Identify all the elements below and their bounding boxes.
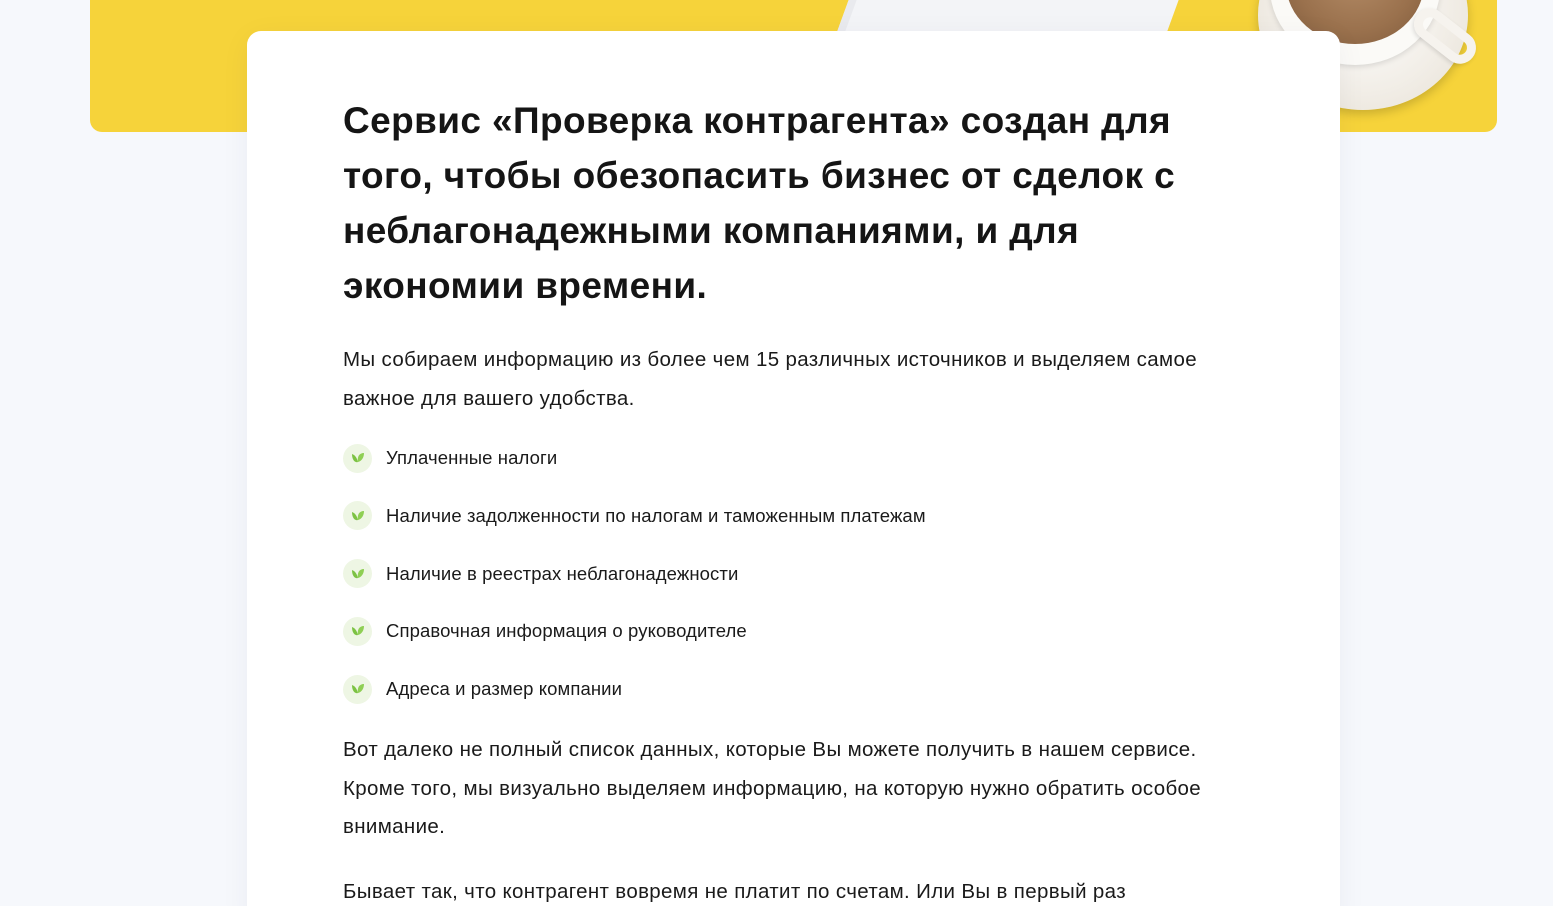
article-content	[343, 93, 1223, 906]
leaf-icon	[343, 617, 372, 646]
feature-item	[343, 500, 1223, 532]
feature-label: Уплаченные налоги	[386, 447, 558, 468]
intro-paragraph: Мы собираем информацию из более чем 15 различных источников и выделяем самое важное для вашего удобства.	[343, 348, 1197, 410]
feature-list	[343, 442, 1223, 705]
article-headline: Сервис «Проверка контрагента» создан для того, чтобы обезопасить бизнес от сделок с неблагонадежными компаниями, и для экономии времени.	[343, 100, 1176, 306]
leaf-icon	[343, 501, 372, 530]
outro-paragraph: Вот далеко не полный список данных, которые Вы можете получить в нашем сервисе. Кроме того, мы визуально выделяем информацию, на которую нужно обратить особое внимание.	[343, 738, 1202, 839]
leaf-icon	[343, 444, 372, 473]
content-card	[247, 31, 1340, 906]
continuation-paragraph: Бывает так, что контрагент вовремя не платит по счетам. Или Вы в первый раз	[343, 879, 1126, 903]
feature-label: Адреса и размер компании	[386, 678, 623, 700]
feature-label: Наличие в реестрах неблагонадежности	[386, 562, 739, 584]
leaf-icon	[343, 675, 372, 704]
feature-item	[343, 442, 1223, 474]
leaf-icon	[343, 559, 372, 588]
feature-label: Наличие задолженности по налогам и таможенным платежам	[386, 504, 926, 526]
feature-item	[343, 558, 1223, 590]
feature-item	[343, 615, 1223, 647]
feature-label: Справочная информация о руководителе	[386, 620, 747, 642]
feature-item	[343, 673, 1223, 705]
